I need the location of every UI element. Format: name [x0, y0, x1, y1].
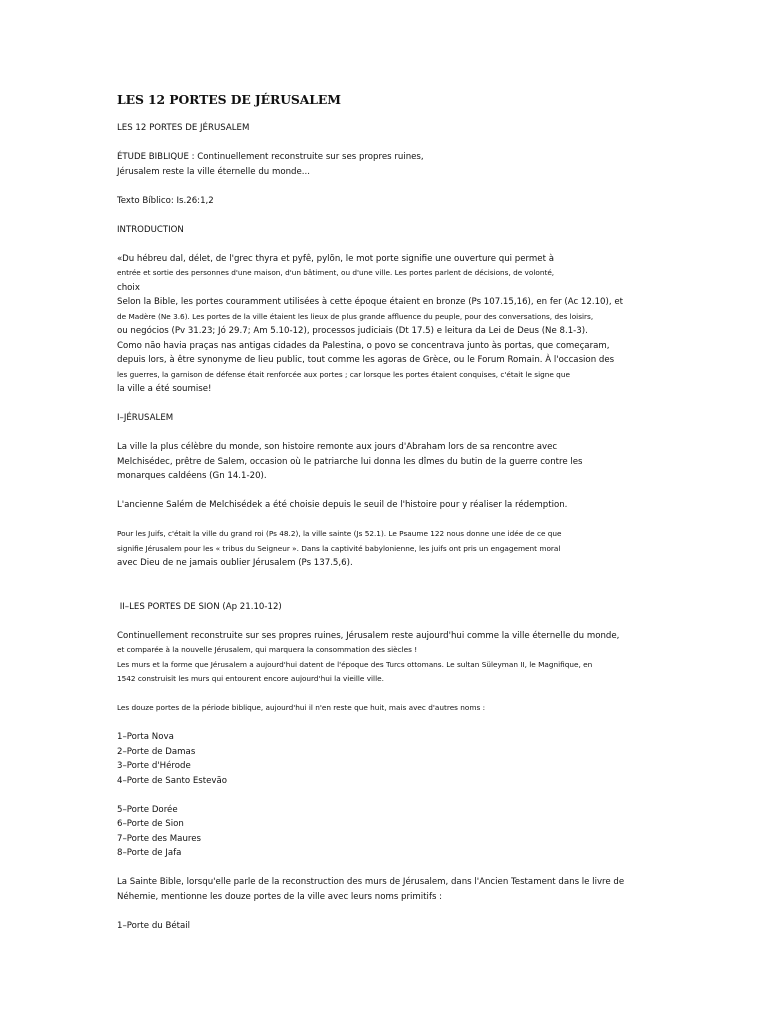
- text-line: La Sainte Bible, lorsqu'elle parle de la reconstruction des murs de Jérusalem, dans l'Ancien Testament dans le livre de: [117, 877, 625, 887]
- list-item: 3–Porte d'Hérode: [117, 761, 191, 771]
- section2-paragraph-1: [117, 629, 647, 687]
- text-line: Selon la Bible, les portes couramment utilisées à cette époque étaient en bronze (Ps 107.15,16), en fer (Ac 12.10), et: [117, 297, 624, 307]
- gate-list-a: [117, 730, 647, 788]
- text-line: entrée et sortie des personnes d'une maison, d'un bâtiment, ou d'une ville. Les portes parlent de décisions, de volonté,: [117, 268, 555, 277]
- text-line: les guerres, la garnison de défense était renforcée aux portes ; car lorsque les portes étaient conquises, c'était le signe que: [117, 369, 570, 379]
- intro-paragraph: [117, 252, 647, 397]
- gate-list-c: [117, 919, 647, 934]
- page-title: LES 12 PORTES DE JÉRUSALEM: [117, 92, 341, 107]
- text-line: Continuellement reconstruite sur ses propres ruines, Jérusalem reste aujourd'hui comme la ville éternelle du monde,: [117, 630, 620, 641]
- text-line: depuis lors, à être synonyme de lieu public, tout comme les agoras de Grèce, ou le Forum Romain. À l'occasion des: [117, 355, 615, 365]
- text-line: «Du hébreu dal, délet, de l'grec thyra et pyfê, pylõn, le mot porte signifie une ouverture qui permet à: [117, 253, 554, 264]
- text-line: la ville a été soumise!: [117, 384, 212, 394]
- list-item: 1–Porta Nova: [117, 732, 174, 742]
- section2-paragraph-3: [117, 875, 647, 904]
- list-item: 4–Porte de Santo Estevão: [117, 775, 227, 786]
- text-line: choix: [117, 282, 140, 293]
- section1-heading: I–JÉRUSALEM: [117, 413, 174, 423]
- list-item: 6–Porte de Sion: [117, 819, 184, 829]
- subtitle: LES 12 PORTES DE JÉRUSALEM: [117, 123, 250, 133]
- list-item: 8–Porte de Jafa: [117, 848, 182, 858]
- text-line: et comparée à la nouvelle Jérusalem, qui marquera la consommation des siècles !: [117, 645, 418, 654]
- list-item: 7–Porte des Maures: [117, 833, 202, 844]
- text-line: monarques caldéens (Gn 14.1-20).: [117, 471, 267, 481]
- section1-paragraph-3: [117, 527, 647, 571]
- document-page: [117, 92, 647, 933]
- section2-heading: II–LES PORTES DE SION (Ap 21.10-12): [117, 601, 282, 612]
- text-line: Como não havia praças nas antigas cidades da Palestina, o povo se concentrava junto às portas, que começaram,: [117, 340, 610, 351]
- text-line: Pour les Juifs, c'était la ville du grand roi (Ps 48.2), la ville sainte (Js 52.1). Le Psaume 122 nous donne une idée de ce que: [117, 529, 562, 538]
- text-line: Jérusalem reste la ville éternelle du monde...: [117, 166, 310, 177]
- text-line: avec Dieu de ne jamais oublier Jérusalem (Ps 137.5,6).: [117, 558, 353, 568]
- gate-list-b: [117, 803, 647, 861]
- list-item: 2–Porte de Damas: [117, 746, 196, 757]
- text-line: 1542 construisit les murs qui entourent encore aujourd'hui la vieille ville.: [117, 674, 384, 683]
- list-item: 1–Porte du Bétail: [117, 920, 191, 931]
- text-line: signifie Jérusalem pour les « tribus du Seigneur ». Dans la captivité babylonienne, les juifs ont pris un engagement moral: [117, 543, 561, 553]
- intro-heading: INTRODUCTION: [117, 224, 184, 235]
- list-item: 5–Porte Dorée: [117, 804, 178, 815]
- text-line: Les murs et la forme que Jérusalem a aujourd'hui datent de l'époque des Turcs ottomans. Le sultan Süleyman II, le Magnifique, en: [117, 659, 593, 669]
- section2-paragraph-2: Les douze portes de la période biblique, aujourd'hui il n'en reste que huit, mais avec d'autres noms :: [117, 703, 486, 712]
- text-line: ou negócios (Pv 31.23; Jó 29.7; Am 5.10-12), processos judiciais (Dt 17.5) e leitura da Lei de Deus (Ne 8.1-3).: [117, 326, 588, 336]
- section1-paragraph-2: L'ancienne Salém de Melchisédek a été choisie depuis le seuil de l'histoire pour y réaliser la rédemption.: [117, 500, 568, 510]
- etude-paragraph: [117, 150, 647, 179]
- text-line: de Madère (Ne 3.6). Les portes de la ville étaient les lieux de plus grande affluence du peuple, pour des conversations, des loisirs,: [117, 311, 594, 321]
- text-line: ÉTUDE BIBLIQUE : Continuellement reconstruite sur ses propres ruines,: [117, 152, 424, 162]
- texto-biblico: Texto Bíblico: Is.26:1,2: [117, 195, 214, 206]
- text-line: Néhemie, mentionne les douze portes de la ville avec leurs noms primitifs :: [117, 891, 443, 902]
- section1-paragraph-1: [117, 440, 647, 484]
- text-line: Melchisédec, prêtre de Salem, occasion où le patriarche lui donna les dîmes du butin de la guerre contre les: [117, 456, 583, 467]
- text-line: La ville la plus célèbre du monde, son histoire remonte aux jours d'Abraham lors de sa rencontre avec: [117, 442, 558, 452]
